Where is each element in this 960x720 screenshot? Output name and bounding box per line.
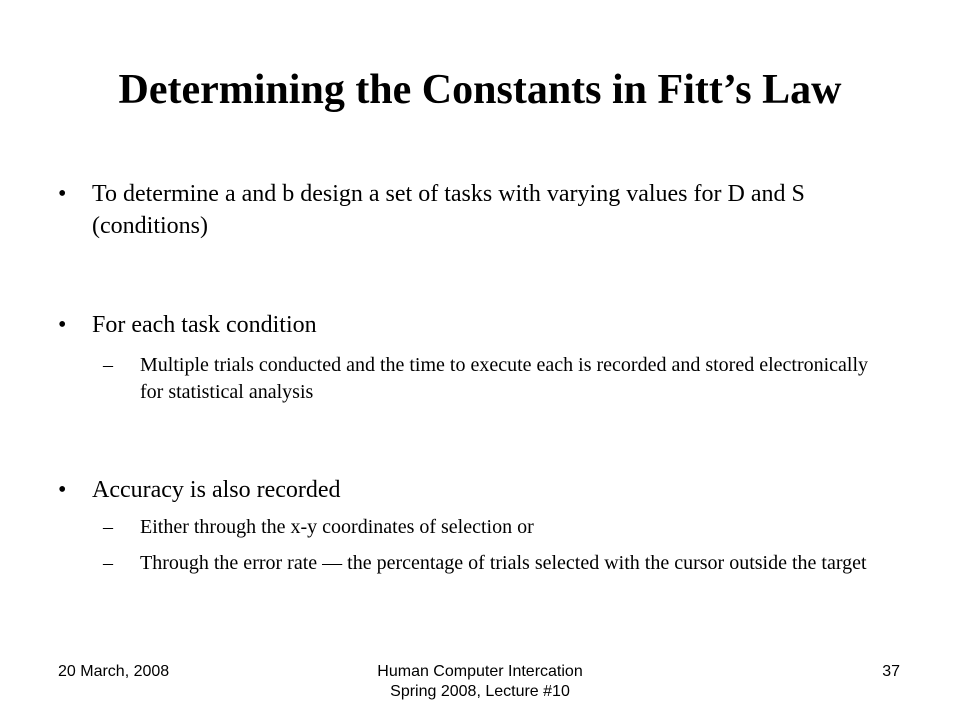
sub-bullet-text: Multiple trials conducted and the time to execute each is recorded and stored electronically for statistical analysis: [140, 354, 869, 403]
bullet-marker: •: [58, 312, 67, 338]
bullet-text: Accuracy is also recorded: [92, 477, 341, 503]
bullet-marker: •: [58, 477, 67, 503]
bullet-marker: •: [58, 181, 67, 207]
dash-marker: –: [103, 354, 113, 376]
bullet-text: To determine a and b design a set of tasks with varying values for D and S (conditions): [92, 181, 805, 239]
slide-number: 37: [882, 663, 900, 680]
bullet-text: For each task condition: [92, 312, 317, 338]
footer-course: [280, 662, 680, 702]
footer-course-title: Human Computer Intercation: [377, 663, 583, 680]
sub-bullet-text: Either through the x-y coordinates of selection or: [140, 516, 534, 538]
sub-bullet-text: Through the error rate — the percentage of trials selected with the cursor outside the target: [140, 552, 867, 574]
slide-title: Determining the Constants in Fitt’s Law: [118, 67, 842, 113]
dash-marker: –: [103, 552, 113, 574]
dash-marker: –: [103, 516, 113, 538]
footer-course-term: Spring 2008, Lecture #10: [390, 683, 570, 700]
footer-date: 20 March, 2008: [58, 663, 170, 680]
